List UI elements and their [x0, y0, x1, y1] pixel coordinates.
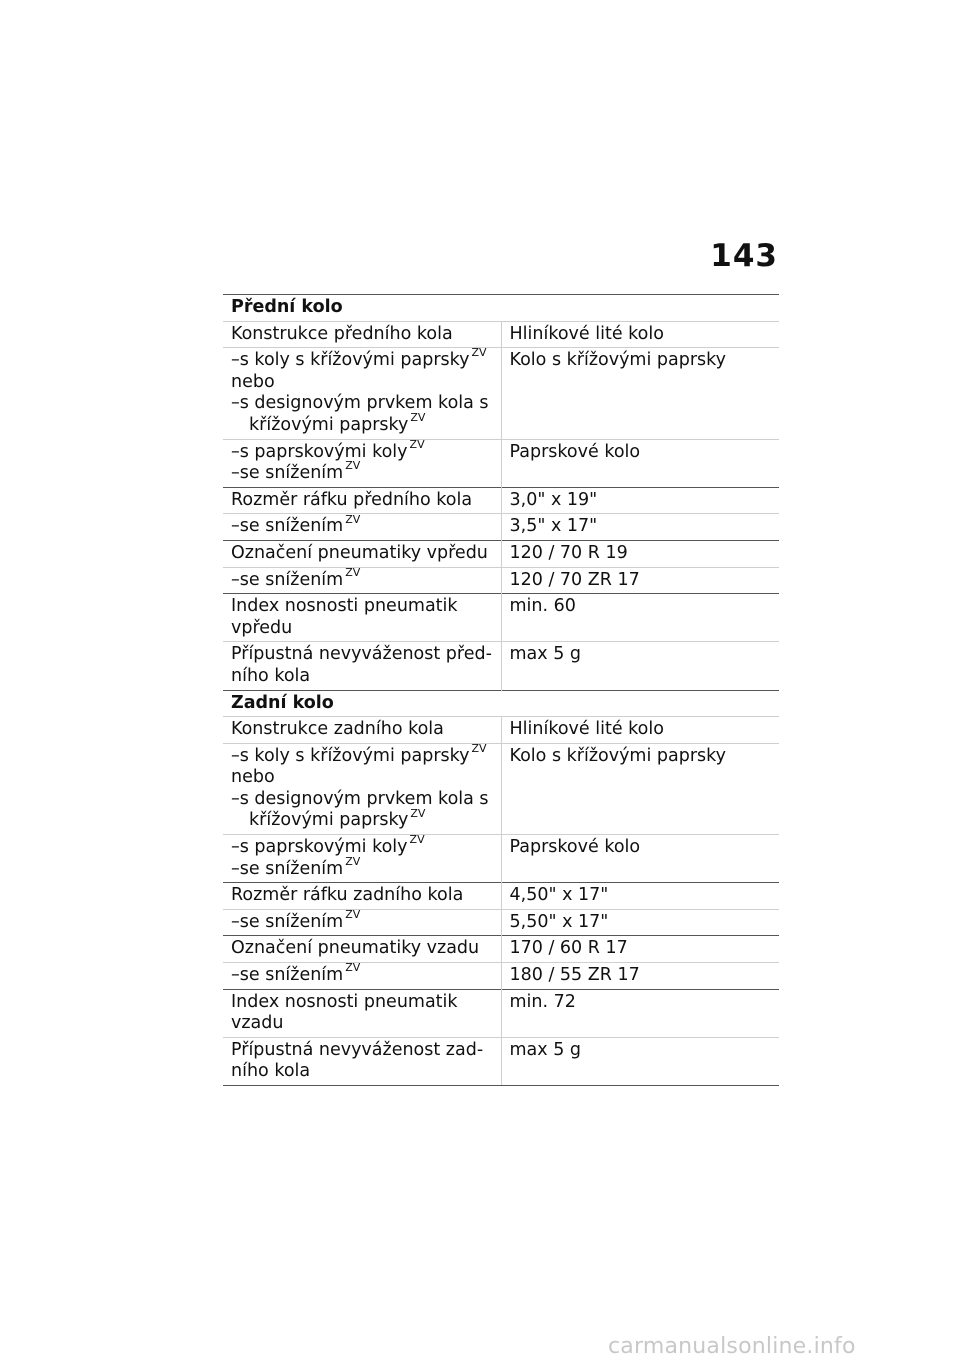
table-row	[223, 909, 779, 936]
table-row	[223, 717, 779, 744]
watermark: carmanualsonline.info	[608, 1334, 856, 1359]
zv-superscript: ZV	[409, 437, 425, 451]
spec-label: Přípustná nevyváženost zad- ního kola	[223, 1037, 501, 1085]
spec-label: –se snížením $^{ZV}$	[223, 963, 501, 990]
spec-value: Hliníkové lité kolo	[501, 321, 779, 348]
table-row	[223, 348, 779, 439]
spec-value: Kolo s křížovými paprsky	[501, 348, 779, 439]
section-heading-rear	[223, 690, 779, 717]
zv-superscript: ZV	[410, 411, 426, 425]
table-row	[223, 594, 779, 642]
spec-value: 180 / 55 ZR 17	[501, 963, 779, 990]
table-row	[223, 642, 779, 690]
spec-label: –s koly s křížovými paprsky $^{ZV}$ nebo –s designovým prvkem kola s křížovými paprsky $^{ZV}$	[223, 348, 501, 439]
section-heading-front	[223, 295, 779, 322]
spec-label: Index nosnosti pneumatik vpředu	[223, 594, 501, 642]
table-row	[223, 487, 779, 514]
spec-value: 3,0" x 19"	[501, 487, 779, 514]
spec-label: Rozměr ráfku zadního kola	[223, 883, 501, 910]
spec-label: –s paprskovými koly $^{ZV}$ –se snížením $^{ZV}$	[223, 835, 501, 883]
table-row	[223, 567, 779, 594]
spec-label: –s koly s křížovými paprsky $^{ZV}$ nebo –s designovým prvkem kola s křížovými paprsky $^{ZV}$	[223, 743, 501, 834]
spec-label: –se snížením $^{ZV}$	[223, 567, 501, 594]
table-row	[223, 743, 779, 834]
spec-value: 4,50" x 17"	[501, 883, 779, 910]
zv-superscript: ZV	[345, 459, 361, 473]
zv-superscript: ZV	[471, 741, 487, 755]
spec-value: Paprskové kolo	[501, 439, 779, 487]
spec-value: max 5 g	[501, 642, 779, 690]
spec-label: –s paprskovými koly $^{ZV}$ –se snížením $^{ZV}$	[223, 439, 501, 487]
zv-superscript: ZV	[345, 961, 361, 975]
front-heading: Přední kolo	[223, 295, 779, 322]
zv-superscript: ZV	[345, 565, 361, 579]
rear-heading: Zadní kolo	[223, 690, 779, 717]
table-row	[223, 321, 779, 348]
table-row	[223, 514, 779, 541]
table-row	[223, 1037, 779, 1085]
zv-superscript: ZV	[471, 346, 487, 360]
spec-label: Označení pneumatiky vpředu	[223, 540, 501, 567]
spec-value: Kolo s křížovými paprsky	[501, 743, 779, 834]
page-number: 143	[710, 238, 778, 274]
zv-superscript: ZV	[345, 512, 361, 526]
spec-value: min. 72	[501, 989, 779, 1037]
spec-label: Konstrukce předního kola	[223, 321, 501, 348]
table-row	[223, 963, 779, 990]
spec-label: Přípustná nevyváženost před- ního kola	[223, 642, 501, 690]
spec-value: min. 60	[501, 594, 779, 642]
zv-superscript: ZV	[345, 854, 361, 868]
spec-value: Hliníkové lité kolo	[501, 717, 779, 744]
spec-value: 120 / 70 ZR 17	[501, 567, 779, 594]
spec-label: Index nosnosti pneumatik vzadu	[223, 989, 501, 1037]
zv-superscript: ZV	[409, 833, 425, 847]
spec-label: Rozměr ráfku předního kola	[223, 487, 501, 514]
table-row	[223, 883, 779, 910]
spec-value: 3,5" x 17"	[501, 514, 779, 541]
spec-value: max 5 g	[501, 1037, 779, 1085]
zv-superscript: ZV	[345, 908, 361, 922]
table-row	[223, 835, 779, 883]
spec-label: Konstrukce zadního kola	[223, 717, 501, 744]
spec-value: 170 / 60 R 17	[501, 936, 779, 963]
table-row	[223, 439, 779, 487]
wheel-spec-table	[223, 294, 779, 1086]
spec-label: –se snížením $^{ZV}$	[223, 514, 501, 541]
table-row	[223, 540, 779, 567]
spec-label: –se snížením $^{ZV}$	[223, 909, 501, 936]
spec-value: 120 / 70 R 19	[501, 540, 779, 567]
table-row	[223, 989, 779, 1037]
table-row	[223, 936, 779, 963]
spec-value: 5,50" x 17"	[501, 909, 779, 936]
spec-value: Paprskové kolo	[501, 835, 779, 883]
zv-superscript: ZV	[410, 806, 426, 820]
spec-label: Označení pneumatiky vzadu	[223, 936, 501, 963]
